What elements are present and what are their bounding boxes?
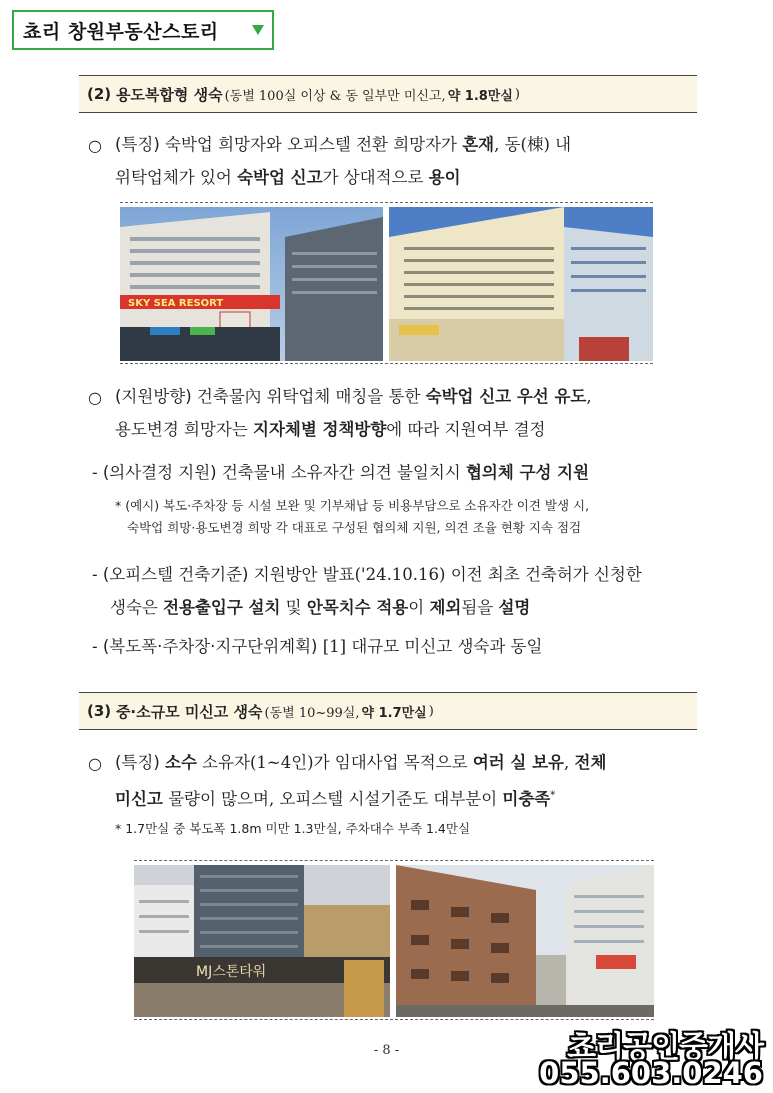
section-2-title: 용도복합형 생숙 xyxy=(115,85,223,104)
photo-tower-resort xyxy=(120,207,383,361)
p3-bold-2: 여러 실 보유 xyxy=(472,753,564,772)
d1-text-1: 건축물내 소유자간 의견 불일치시 xyxy=(221,463,461,482)
dash: - xyxy=(92,637,98,656)
d2-paragraph xyxy=(92,558,704,624)
p1-text-1: 숙박업 희망자와 오피스텔 전환 희망자가 xyxy=(165,135,457,154)
brand-title: 쵸리 창원부동산스토리 xyxy=(23,20,219,43)
p3-text-3: 물량이 많으며, 오피스텔 시설기준도 대부분이 xyxy=(168,789,498,809)
p1-bold-2: 숙박업 신고 xyxy=(237,168,323,187)
p1-bold-1: 혼재 xyxy=(462,135,495,154)
p2-text-3: 용도변경 희망자는 xyxy=(115,420,248,439)
d3-label: (복도폭·주차장·지구단위계획) xyxy=(102,637,318,656)
d1-bold-1: 협의체 구성 지원 xyxy=(465,463,590,482)
d1-paragraph xyxy=(92,456,702,489)
watermark-phone: 055.603.0246 xyxy=(539,1056,763,1090)
d2-bold-2: 안목치수 적용 xyxy=(306,598,409,617)
section-2-sub-pre: (동별 100실 이상 & 동 일부만 미신고, xyxy=(224,88,446,104)
d2-bold-4: 설명 xyxy=(498,598,531,617)
note-2-line-1: * 1.7만실 중 복도폭 1.8m 미만 1.3만실, 주차대수 부족 1.4만실 xyxy=(115,821,471,836)
brand-header xyxy=(12,10,274,50)
photo-stone-tower xyxy=(134,865,390,1017)
page-number: - 8 - xyxy=(373,1043,400,1058)
p3-text-2: , xyxy=(564,753,570,772)
photo-street-buildings xyxy=(396,865,654,1017)
note-1-line-2: 숙박업 희망·용도변경 희망 각 대표로 구성된 협의체 지원, 의견 조율 현황 지속 점검 xyxy=(127,520,582,535)
top-photos xyxy=(120,202,653,364)
section-2-sub-post: ) xyxy=(514,86,520,102)
p2-text-1: 건축물內 위탁업체 매칭을 통한 xyxy=(196,387,421,406)
d2-text-3: 및 xyxy=(285,598,302,617)
sign-resort: SKY SEA RESORT xyxy=(128,298,224,309)
p1-text-3: 위탁업체가 있어 xyxy=(115,168,232,187)
p3-superscript: * xyxy=(550,790,556,801)
p2-paragraph xyxy=(115,380,710,446)
section-3-title: 중·소규모 미신고 생숙 xyxy=(115,702,263,721)
watermark-name: 쵸리공인중개사 xyxy=(567,1030,763,1065)
note-1 xyxy=(115,495,715,539)
p1-bold-3: 용이 xyxy=(428,168,461,187)
triangle-down-icon xyxy=(252,25,264,35)
note-2 xyxy=(115,818,715,840)
p3-bold-4: 미신고 xyxy=(115,789,163,809)
p2-bold-1: 숙박업 신고 우선 유도 xyxy=(425,387,587,406)
p3-text-1: 소유자(1~4인)가 임대사업 목적으로 xyxy=(202,753,468,772)
dash: - xyxy=(92,463,98,482)
section-3-sub-bold: 약 1.7만실 xyxy=(361,705,427,721)
d2-label: (오피스텔 건축기준) xyxy=(102,565,249,584)
dash: - xyxy=(92,565,98,584)
p1-label: (특징) xyxy=(115,135,160,154)
d2-text-4: 이 xyxy=(408,598,425,617)
section-3-sub-post: ) xyxy=(428,703,434,719)
p1-text-2: , 동(棟) 내 xyxy=(494,135,572,154)
p3-bold-5: 미충족 xyxy=(502,789,551,809)
d2-text-1: 지원방안 발표('24.10.16) 이전 최초 건축허가 신청한 xyxy=(253,565,642,584)
section-2-sub-bold: 약 1.8만실 xyxy=(447,88,513,104)
p1-paragraph xyxy=(115,128,705,194)
sign-stone-tower: MJ스톤타워 xyxy=(196,964,267,980)
d2-text-2: 생숙은 xyxy=(110,598,158,617)
photo-office-building xyxy=(389,207,653,361)
section-3-header xyxy=(79,692,697,730)
p2-text-2: , xyxy=(586,387,592,406)
p2-bold-2: 지자체별 정책방향 xyxy=(253,420,387,439)
d2-text-5: 됨을 xyxy=(461,598,494,617)
d3-paragraph xyxy=(92,630,704,663)
p2-text-4: 에 따라 지원여부 결정 xyxy=(386,420,546,439)
p1-text-4: 가 상대적으로 xyxy=(322,168,424,187)
p2-label: (지원방향) xyxy=(115,387,192,406)
d3-text-1: [1] 대규모 미신고 생숙과 동일 xyxy=(322,637,543,656)
note-1-line-1: * (예시) 복도·주차장 등 시설 보완 및 기부채납 등 비용부담으로 소유자간 이견 발생 시, xyxy=(115,498,590,513)
d1-label: (의사결정 지원) xyxy=(102,463,217,482)
bullet-circle: ○ xyxy=(88,136,102,155)
section-3-sub-pre: (동별 10~99실, xyxy=(264,705,360,721)
p3-bold-3: 전체 xyxy=(574,753,607,772)
bullet-circle: ○ xyxy=(88,388,102,407)
p3-bold-1: 소수 xyxy=(165,753,197,772)
p3-label: (특징) xyxy=(115,753,160,772)
section-3-number: (3) xyxy=(87,702,112,720)
d2-bold-3: 제외 xyxy=(429,598,462,617)
bottom-photos xyxy=(134,860,654,1020)
d2-bold-1: 전용출입구 설치 xyxy=(163,598,281,617)
bullet-circle: ○ xyxy=(88,754,102,773)
section-2-header xyxy=(79,75,697,113)
section-2-number: (2) xyxy=(87,85,112,103)
p3-paragraph xyxy=(115,746,710,816)
